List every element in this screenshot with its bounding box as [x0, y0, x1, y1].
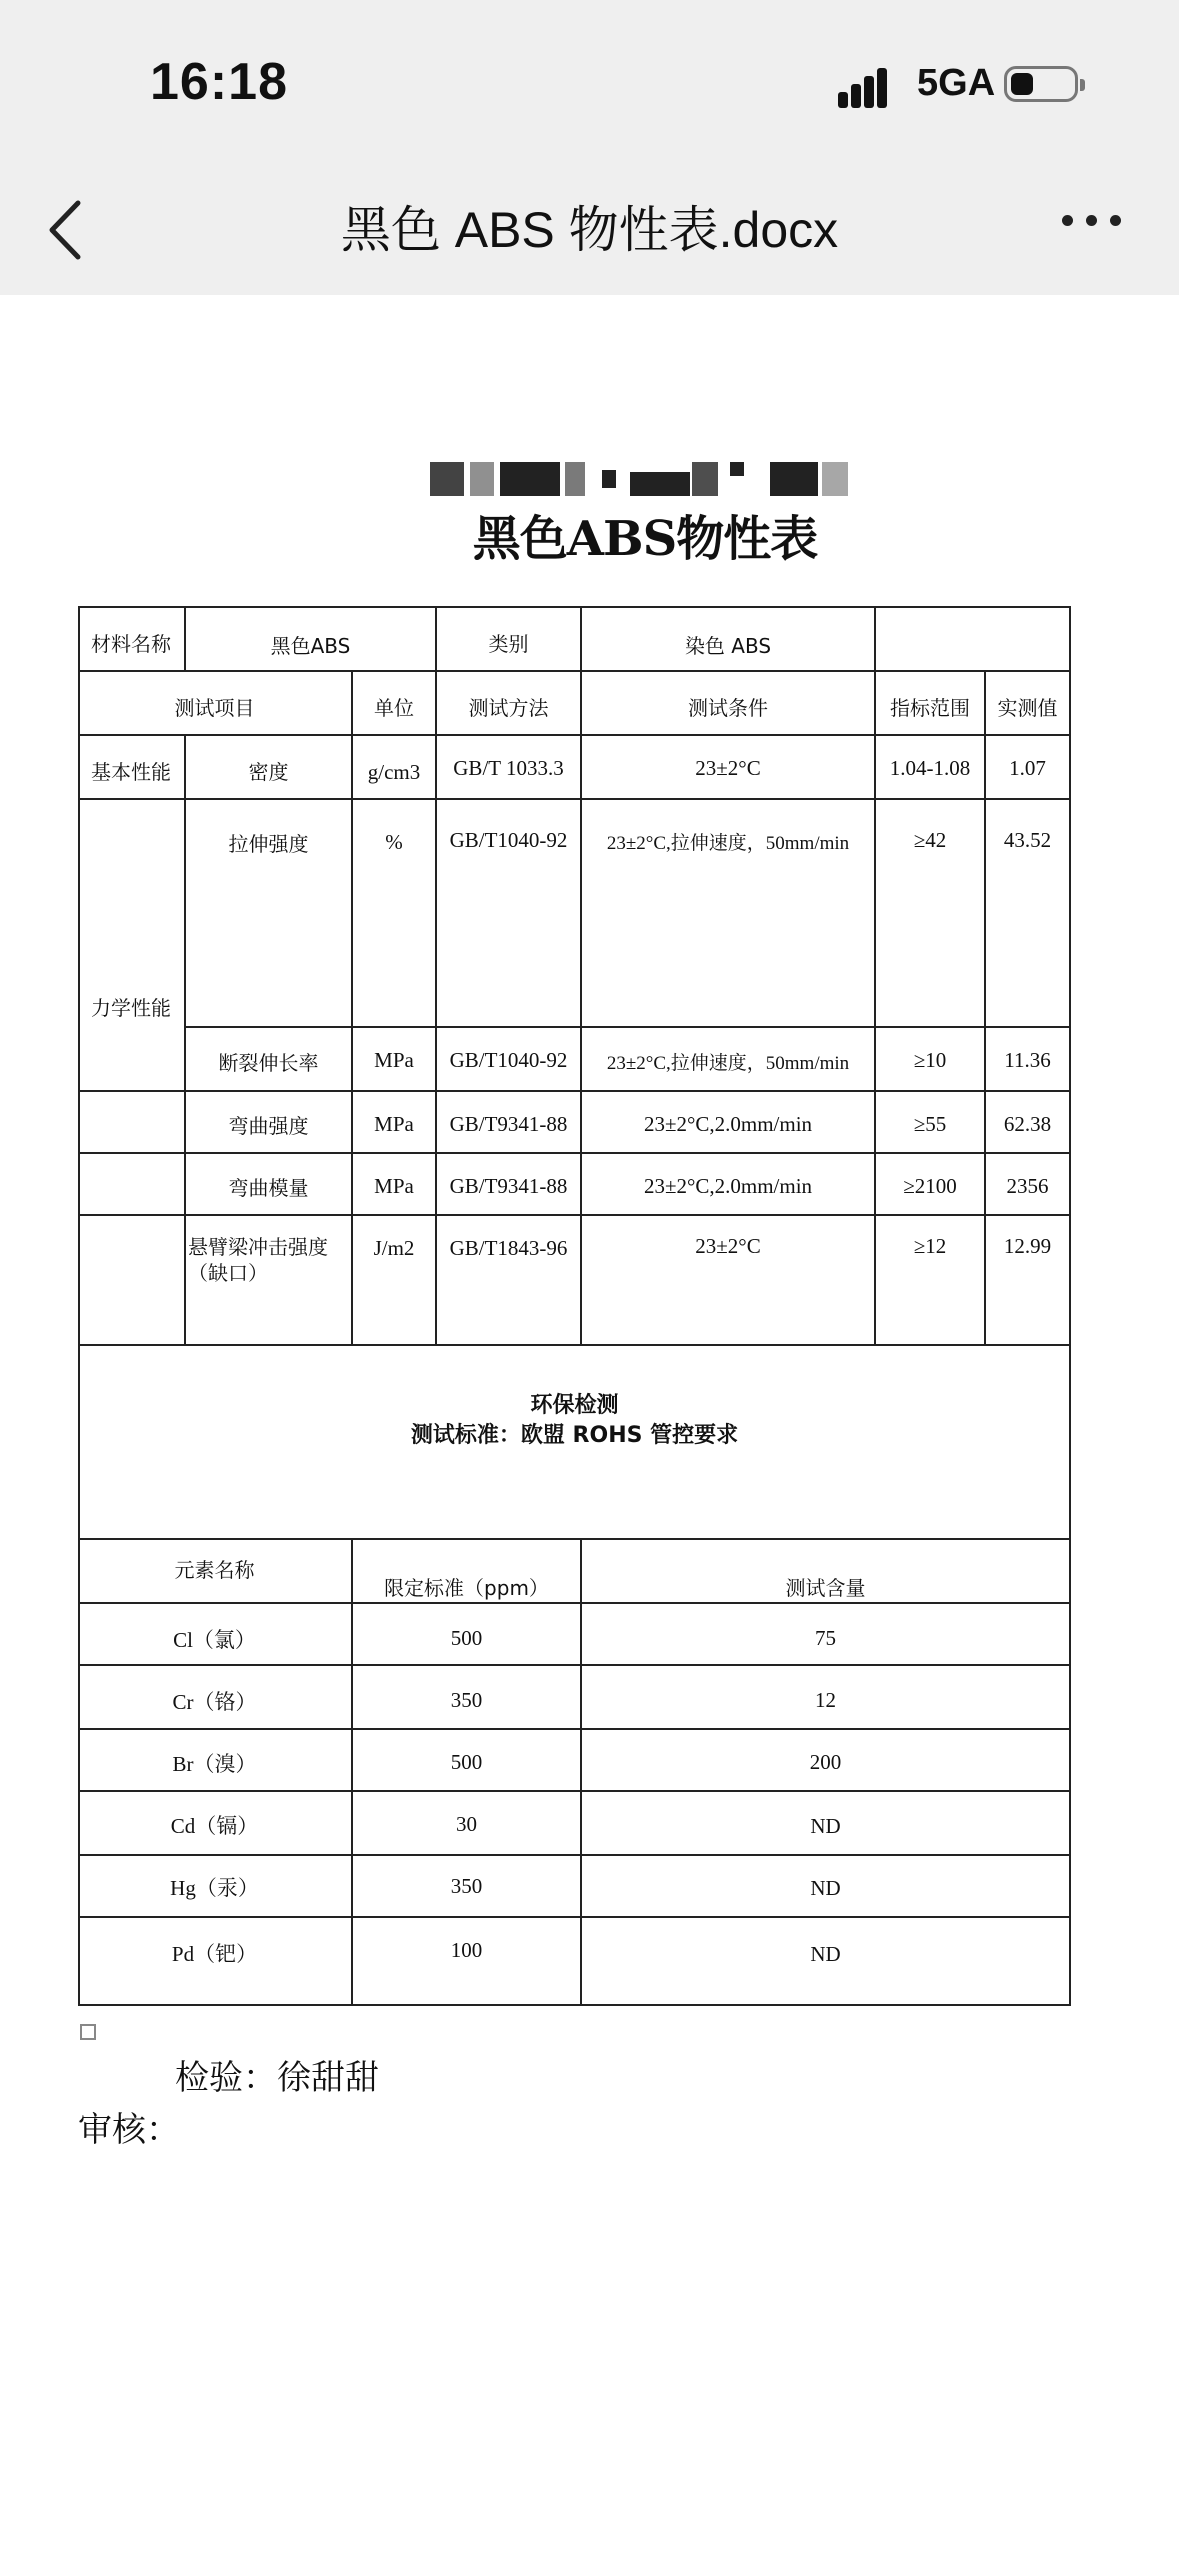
- row-value: 2356: [1006, 1174, 1049, 1198]
- category-value: 染色 ABS: [684, 634, 772, 658]
- inspector-line: 检验：徐甜甜: [175, 2058, 379, 2098]
- document-heading: 黑色ABS物性表: [472, 511, 818, 567]
- row-method: GB/T9341-88: [449, 1174, 568, 1198]
- row-name: 悬臂梁冲击强度（缺口）: [188, 1235, 328, 1285]
- row-condition: 23±2°C: [695, 756, 761, 780]
- group-basic: 基本性能: [91, 760, 171, 784]
- env-limit: 100: [450, 1938, 483, 1962]
- row-name: 密度: [248, 760, 289, 784]
- row-value: 11.36: [1004, 1048, 1051, 1072]
- env-limit: 500: [450, 1626, 483, 1650]
- row-range: 1.04-1.08: [889, 756, 971, 780]
- network-type: 5GA: [917, 62, 996, 104]
- env-element: Cr（铬）: [172, 1690, 257, 1714]
- header-method: 测试方法: [468, 696, 549, 720]
- row-name: 弯曲模量: [228, 1176, 309, 1200]
- top-bar: [0, 0, 1179, 295]
- row-unit: J/m2: [373, 1236, 415, 1260]
- env-content: 75: [815, 1626, 836, 1650]
- env-limit: 350: [450, 1874, 483, 1898]
- reviewer-line: 审核：: [78, 2110, 180, 2150]
- env-header-limit: 限定标准（ppm）: [384, 1576, 549, 1600]
- property-table: [78, 606, 1071, 2006]
- row-method: GB/T 1033.3: [453, 756, 564, 780]
- row-method: GB/T9341-88: [449, 1112, 568, 1136]
- row-condition: 23±2°C,2.0mm/min: [643, 1112, 813, 1136]
- row-condition: 23±2°C,拉伸速度，50mm/min: [606, 833, 850, 854]
- status-time: 16:18: [150, 53, 288, 111]
- row-value: 43.52: [1003, 828, 1052, 852]
- row-name: 拉伸强度: [228, 832, 309, 856]
- header-range: 指标范围: [890, 696, 970, 720]
- row-unit: g/cm3: [367, 760, 421, 784]
- header-unit: 单位: [374, 696, 414, 720]
- material-name-value: 黑色ABS: [270, 634, 351, 658]
- env-limit: 500: [450, 1750, 483, 1774]
- row-value: 62.38: [1003, 1112, 1052, 1136]
- battery-icon: [1004, 66, 1078, 102]
- row-condition: 23±2°C,2.0mm/min: [643, 1174, 813, 1198]
- row-unit: MPa: [374, 1048, 414, 1072]
- env-content: ND: [810, 1814, 841, 1838]
- row-method: GB/T1843-96: [449, 1236, 568, 1260]
- env-element: Hg（汞）: [170, 1876, 259, 1900]
- material-name-label: 材料名称: [91, 632, 171, 656]
- row-unit: MPa: [374, 1112, 414, 1136]
- env-content: ND: [810, 1942, 841, 1966]
- group-mechanical: 力学性能: [91, 996, 171, 1020]
- row-name: 弯曲强度: [228, 1114, 309, 1138]
- env-element: Br（溴）: [172, 1752, 257, 1776]
- env-header-element: 元素名称: [174, 1558, 255, 1582]
- row-range: ≥2100: [903, 1174, 957, 1198]
- page-title: 黑色 ABS 物性表.docx: [340, 202, 839, 258]
- row-name: 断裂伸长率: [218, 1051, 319, 1075]
- env-header-content: 测试含量: [785, 1576, 866, 1600]
- env-content: 200: [809, 1750, 842, 1774]
- env-standard: 测试标准：欧盟 ROHS 管控要求: [410, 1423, 739, 1448]
- env-content: 12: [815, 1688, 836, 1712]
- header-condition: 测试条件: [688, 696, 768, 720]
- row-method: GB/T1040-92: [449, 828, 568, 852]
- row-condition: 23±2°C: [695, 1234, 761, 1258]
- row-range: ≥10: [913, 1048, 947, 1072]
- env-element: Pd（钯）: [171, 1942, 258, 1966]
- row-range: ≥42: [913, 828, 947, 852]
- row-unit: %: [385, 830, 403, 854]
- row-range: ≥12: [913, 1234, 947, 1258]
- env-element: Cl（氯）: [173, 1628, 256, 1652]
- env-content: ND: [810, 1876, 841, 1900]
- row-method: GB/T1040-92: [449, 1048, 568, 1072]
- signal-icon: [838, 64, 900, 108]
- more-options-icon[interactable]: [1062, 215, 1132, 235]
- row-range: ≥55: [913, 1112, 947, 1136]
- redacted-company-name: [430, 462, 850, 496]
- env-title: 环保检测: [530, 1393, 619, 1418]
- header-item: 测试项目: [174, 696, 255, 720]
- header-measured: 实测值: [997, 696, 1058, 720]
- row-value: 1.07: [1009, 756, 1046, 780]
- row-condition: 23±2°C,拉伸速度，50mm/min: [606, 1053, 850, 1074]
- row-value: 12.99: [1003, 1234, 1052, 1258]
- env-limit: 30: [456, 1812, 477, 1836]
- env-element: Cd（镉）: [170, 1814, 259, 1838]
- category-label: 类别: [488, 632, 529, 656]
- row-unit: MPa: [374, 1174, 414, 1198]
- checkbox-placeholder: [80, 2024, 96, 2040]
- env-limit: 350: [450, 1688, 483, 1712]
